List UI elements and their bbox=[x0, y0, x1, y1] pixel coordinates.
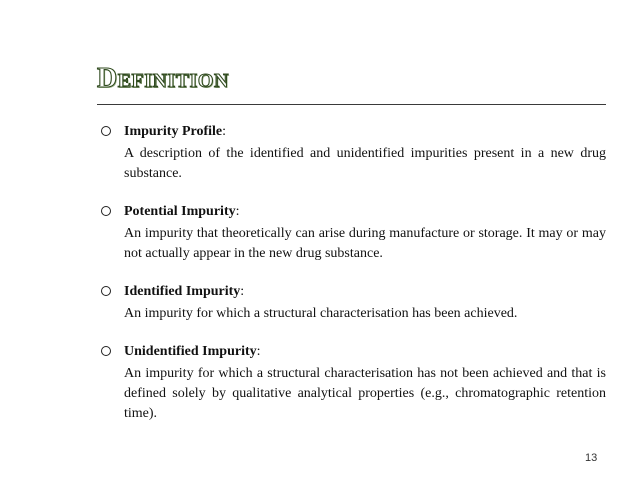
term-line bbox=[124, 342, 606, 361]
slide-title: Definition bbox=[97, 63, 229, 94]
definition-term: Impurity Profile bbox=[124, 124, 223, 139]
hollow-circle-bullet-icon bbox=[101, 286, 111, 296]
definition-item bbox=[100, 342, 606, 424]
term-line bbox=[124, 122, 606, 141]
hollow-circle-bullet-icon bbox=[101, 346, 111, 356]
definition-term: Potential Impurity bbox=[124, 204, 236, 219]
definition-description: A description of the identified and unidentified impurities present in a new drug substance. bbox=[124, 146, 606, 181]
term-separator: : bbox=[240, 284, 245, 299]
definition-item bbox=[100, 122, 606, 184]
term-separator: : bbox=[222, 124, 227, 139]
page-number: 13 bbox=[585, 452, 598, 464]
term-separator: : bbox=[256, 344, 261, 359]
term-separator: : bbox=[235, 204, 240, 219]
definition-item bbox=[100, 202, 606, 264]
hollow-circle-bullet-icon bbox=[101, 126, 111, 136]
term-line bbox=[124, 282, 606, 301]
definition-description: An impurity for which a structural characterisation has not been achieved and that is defined solely by qualitative analytical properties (e.g., chromatographic retention time). bbox=[124, 366, 606, 421]
definition-item bbox=[100, 282, 606, 324]
definition-term: Unidentified Impurity bbox=[124, 344, 257, 359]
definition-term: Identified Impurity bbox=[124, 284, 241, 299]
definition-list bbox=[100, 122, 606, 442]
definition-description: An impurity for which a structural characterisation has been achieved. bbox=[124, 306, 518, 321]
definition-description: An impurity that theoretically can arise during manufacture or storage. It may or may not actually appear in the new drug substance. bbox=[124, 226, 606, 261]
hollow-circle-bullet-icon bbox=[101, 206, 111, 216]
title-divider bbox=[97, 104, 606, 105]
term-line bbox=[124, 202, 606, 221]
